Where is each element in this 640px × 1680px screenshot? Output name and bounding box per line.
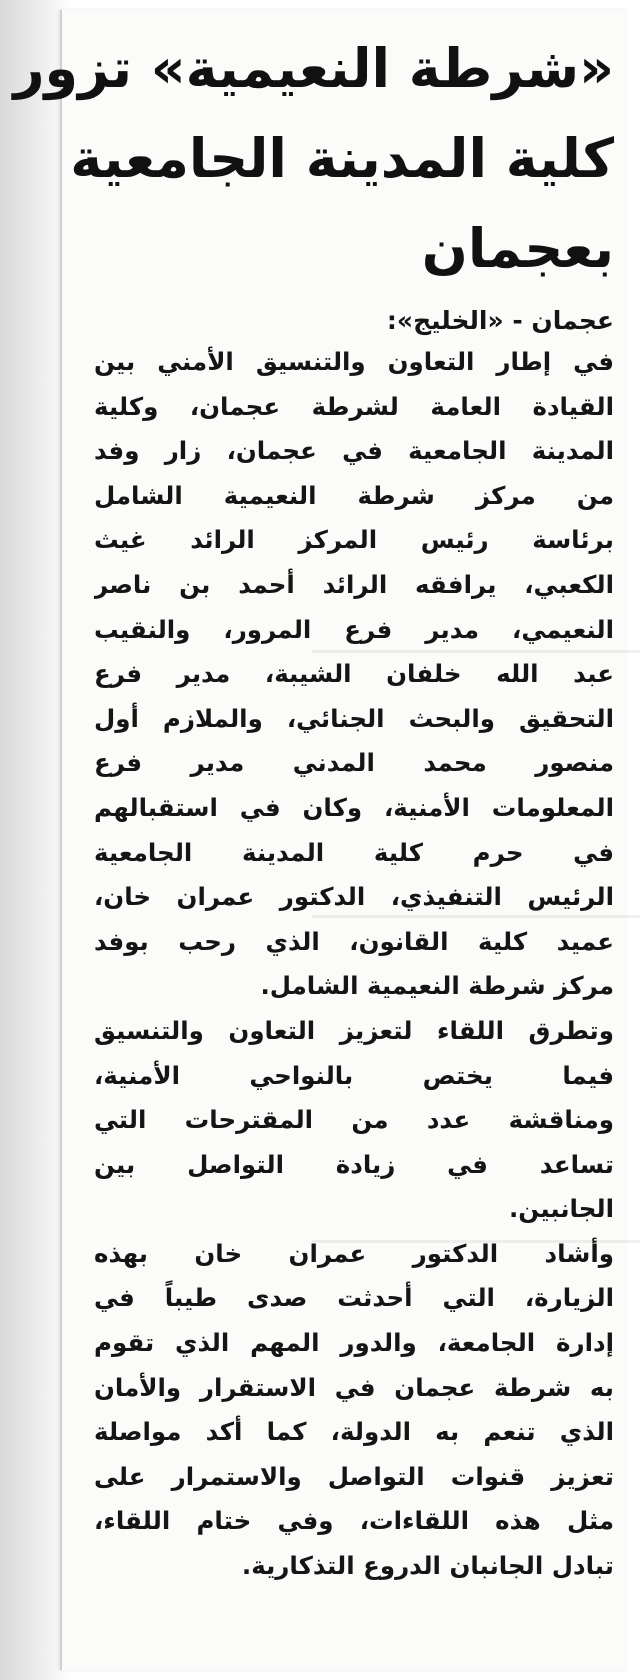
- body-line: ومناقشة عدد من المقترحات التي: [94, 1105, 614, 1135]
- body-line: منصور محمد المدني مدير فرع: [94, 748, 614, 778]
- body-line: فيما يختص بالنواحي الأمنية،: [94, 1060, 614, 1090]
- body-line: الرئيس التنفيذي، الدكتور عمران خان،: [94, 882, 614, 912]
- body-line: مركز شرطة النعيمية الشامل.: [260, 971, 614, 1001]
- body-line: وتطرق اللقاء لتعزيز التعاون والتنسيق: [94, 1015, 614, 1045]
- body-line: به شرطة عجمان في الاستقرار والأمان: [94, 1372, 614, 1402]
- body-line: تبادل الجانبان الدروع التذكارية.: [241, 1551, 614, 1581]
- body-line: الكعبي، يرافقه الرائد أحمد بن ناصر: [94, 569, 614, 599]
- article-headline: [13, 24, 614, 294]
- headline-line: كلية المدينة الجامعية: [70, 127, 614, 190]
- body-line: عميد كلية القانون، الذي رحب بوفد: [94, 926, 614, 956]
- body-line: إدارة الجامعة، والدور المهم الذي تقوم: [94, 1328, 614, 1358]
- body-line: في إطار التعاون والتنسيق الأمني بين: [94, 347, 614, 376]
- body-line: عبد الله خلفان الشيبة، مدير فرع: [94, 659, 614, 689]
- headline-line: «شرطة النعيمية» تزور: [13, 37, 614, 100]
- body-line: الجانبين.: [508, 1194, 614, 1224]
- headline-line: بعجمان: [421, 217, 614, 280]
- body-line: التحقيق والبحث الجنائي، والملازم أول: [94, 703, 614, 733]
- body-line: من مركز شرطة النعيمية الشامل: [94, 480, 614, 510]
- body-line: المعلومات الأمنية، وكان في استقبالهم: [94, 792, 614, 822]
- article-dateline: عجمان - «الخليج»:: [386, 306, 614, 335]
- body-line: مثل هذه اللقاءات، وفي ختام اللقاء،: [94, 1506, 614, 1536]
- body-line: الذي تنعم به الدولة، كما أكد مواصلة: [94, 1417, 614, 1447]
- article-body: [94, 340, 614, 1589]
- body-line: تساعد في زيادة التواصل بين: [94, 1149, 614, 1179]
- newspaper-clipping: [13, 10, 628, 1670]
- body-line: وأشاد الدكتور عمران خان بهذه: [94, 1238, 614, 1268]
- body-line: الزيارة، التي أحدثت صدى طيباً في: [94, 1283, 614, 1313]
- body-line: في حرم كلية المدينة الجامعية: [94, 837, 614, 867]
- body-line: تعزيز قنوات التواصل والاستمرار على: [94, 1461, 614, 1491]
- body-line: القيادة العامة لشرطة عجمان، وكلية: [94, 391, 614, 421]
- body-line: برئاسة رئيس المركز الرائد غيث: [94, 525, 614, 555]
- body-line: المدينة الجامعية في عجمان، زار وفد: [94, 436, 614, 466]
- body-line: النعيمي، مدير فرع المرور، والنقيب: [94, 614, 614, 644]
